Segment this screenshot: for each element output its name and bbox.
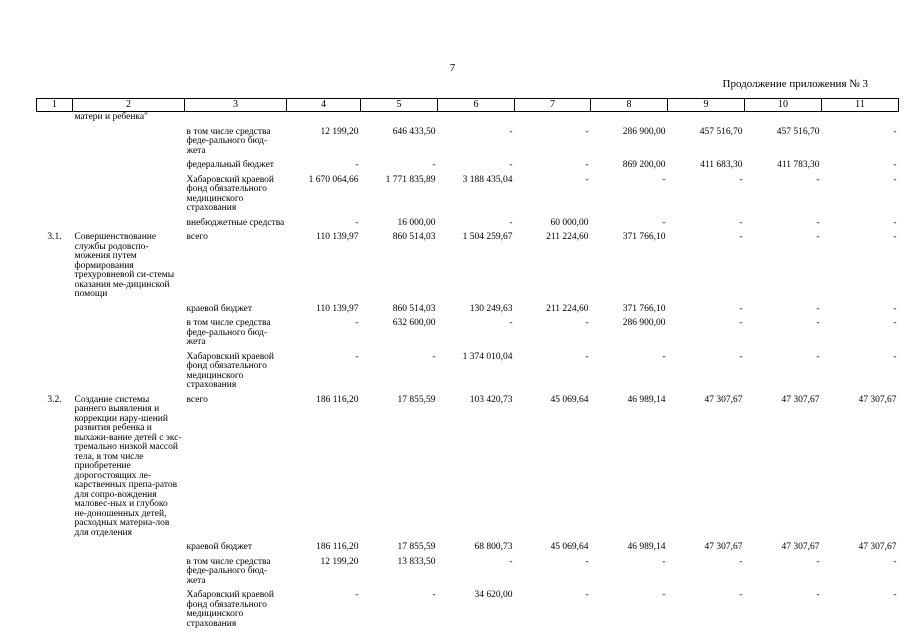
amount-cell: - bbox=[739, 590, 743, 600]
amount-cell: - bbox=[585, 318, 589, 328]
amount-cell: 45 069,64 bbox=[550, 394, 589, 405]
amount-cell: 1 771 835,89 bbox=[385, 174, 436, 185]
col-header: 1 bbox=[37, 99, 73, 112]
item-number bbox=[37, 590, 73, 633]
amount-cell: - bbox=[893, 126, 897, 137]
col-header: 5 bbox=[361, 99, 438, 112]
amount-cell: - bbox=[432, 590, 436, 600]
amount-cell bbox=[668, 112, 745, 127]
amount-cell: 47 307,67 bbox=[781, 542, 820, 552]
funding-source: в том числе средства феде-рального бюд-жета bbox=[186, 556, 271, 586]
amount-cell bbox=[287, 112, 361, 127]
amount-cell: - bbox=[509, 126, 513, 137]
amount-cell: 47 307,67 bbox=[781, 394, 820, 405]
item-number bbox=[37, 304, 73, 319]
table-row bbox=[37, 304, 899, 319]
amount-cell: - bbox=[816, 318, 820, 328]
amount-cell: - bbox=[355, 351, 359, 362]
amount-cell bbox=[515, 112, 591, 127]
amount-cell: 47 307,67 bbox=[858, 394, 897, 405]
table-row bbox=[37, 318, 899, 352]
col-header: 2 bbox=[73, 99, 185, 112]
table-row bbox=[37, 557, 899, 591]
amount-cell: 47 307,67 bbox=[704, 394, 743, 405]
funding-source: Хабаровский краевой фонд обязательного медицинского страхования bbox=[186, 174, 274, 213]
item-number bbox=[37, 557, 73, 591]
funding-source: внебюджетные средства bbox=[186, 217, 285, 228]
amount-cell: - bbox=[816, 351, 820, 362]
amount-cell: - bbox=[662, 556, 666, 567]
amount-cell: 860 514,03 bbox=[392, 232, 436, 242]
item-number bbox=[37, 218, 73, 233]
item-description bbox=[73, 542, 185, 557]
amount-cell: - bbox=[739, 303, 743, 314]
amount-cell: - bbox=[739, 217, 743, 228]
amount-cell: - bbox=[509, 217, 513, 228]
amount-cell: - bbox=[509, 160, 513, 170]
amount-cell: 110 139,97 bbox=[316, 303, 359, 314]
amount-cell: 13 833,50 bbox=[397, 556, 436, 567]
table-row bbox=[37, 127, 899, 161]
amount-cell: 186 116,20 bbox=[316, 394, 359, 405]
item-number bbox=[37, 112, 73, 127]
amount-cell: - bbox=[816, 303, 820, 314]
amount-cell: 1 374 010,04 bbox=[462, 351, 513, 362]
amount-cell: - bbox=[585, 590, 589, 600]
col-header: 8 bbox=[591, 99, 668, 112]
col-header: 3 bbox=[185, 99, 287, 112]
item-description: Совершенствование службы родовспо-можения путем формирования трехуровневой си-стемы оказания ме-дицинской помощи bbox=[74, 232, 175, 299]
item-number bbox=[37, 542, 73, 557]
amount-cell: - bbox=[893, 160, 897, 170]
amount-cell: - bbox=[816, 174, 820, 185]
item-description bbox=[73, 352, 185, 395]
amount-cell: 286 900,00 bbox=[622, 126, 666, 137]
item-description bbox=[73, 127, 185, 161]
table-row bbox=[37, 112, 899, 127]
item-description bbox=[73, 557, 185, 591]
budget-table bbox=[36, 98, 899, 633]
funding-source: краевой бюджет bbox=[186, 542, 253, 552]
amount-cell: - bbox=[432, 351, 436, 362]
table-row bbox=[37, 232, 899, 304]
table-row bbox=[37, 175, 899, 218]
col-header: 11 bbox=[822, 99, 899, 112]
amount-cell: 1 670 064,66 bbox=[308, 174, 359, 185]
amount-cell: - bbox=[585, 160, 589, 170]
item-number bbox=[37, 318, 73, 352]
amount-cell bbox=[361, 112, 438, 127]
table-row bbox=[37, 218, 899, 233]
amount-cell: 47 307,67 bbox=[858, 542, 897, 552]
col-header: 7 bbox=[515, 99, 591, 112]
item-description bbox=[73, 318, 185, 352]
table-row bbox=[37, 160, 899, 175]
item-number: 3.1. bbox=[47, 232, 62, 242]
amount-cell: 45 069,64 bbox=[550, 542, 589, 552]
amount-cell: - bbox=[739, 174, 743, 185]
funding-source: всего bbox=[186, 394, 208, 405]
amount-cell: 46 989,14 bbox=[627, 394, 666, 405]
page-number: 7 bbox=[449, 62, 456, 74]
amount-cell: - bbox=[355, 217, 359, 228]
amount-cell: - bbox=[893, 556, 897, 567]
amount-cell: - bbox=[585, 556, 589, 567]
amount-cell: 46 989,14 bbox=[627, 542, 666, 552]
amount-cell: 130 249,63 bbox=[469, 303, 513, 314]
item-number bbox=[37, 175, 73, 218]
amount-cell: - bbox=[893, 174, 897, 185]
amount-cell: 411 683,30 bbox=[700, 160, 743, 170]
item-description: матери и ребенка" bbox=[74, 112, 148, 122]
funding-source: краевой бюджет bbox=[186, 303, 253, 314]
table-row bbox=[37, 590, 899, 633]
item-description: Создание системы раннего выявления и коррекции нару-шений развития ребенка и выхажи-вание детей с экс-тремально низкой массой тела, в том числе приобретение дорогостоящих ле-карственных препа-ратов для сопро-вождения маловес-ных и глубоко не-доношенных детей, расходных материа-лов для отделения bbox=[74, 394, 182, 538]
amount-cell: 286 900,00 bbox=[622, 318, 666, 328]
amount-cell: 411 783,30 bbox=[777, 160, 820, 170]
amount-cell: 12 199,20 bbox=[320, 126, 359, 137]
amount-cell: - bbox=[739, 556, 743, 567]
amount-cell: - bbox=[585, 174, 589, 185]
amount-cell: 860 514,03 bbox=[392, 303, 436, 314]
amount-cell: - bbox=[816, 217, 820, 228]
amount-cell: - bbox=[893, 217, 897, 228]
amount-cell: 12 199,20 bbox=[320, 556, 359, 567]
amount-cell: 34 620,00 bbox=[474, 590, 513, 600]
amount-cell: 17 855,59 bbox=[397, 542, 436, 552]
item-description bbox=[73, 304, 185, 319]
amount-cell: 371 766,10 bbox=[622, 303, 666, 314]
amount-cell: - bbox=[893, 351, 897, 362]
funding-source: федеральный бюджет bbox=[186, 160, 274, 170]
amount-cell: - bbox=[662, 351, 666, 362]
col-header: 6 bbox=[438, 99, 515, 112]
amount-cell: - bbox=[816, 590, 820, 600]
amount-cell: - bbox=[739, 351, 743, 362]
continuation-caption: Продолжение приложения № 3 bbox=[722, 78, 868, 90]
amount-cell: 457 516,70 bbox=[776, 126, 820, 137]
amount-cell: 211 224,60 bbox=[546, 303, 589, 314]
amount-cell: 646 433,50 bbox=[392, 126, 436, 137]
amount-cell: - bbox=[662, 590, 666, 600]
amount-cell: - bbox=[893, 318, 897, 328]
item-number bbox=[37, 352, 73, 395]
amount-cell: 16 000,00 bbox=[397, 217, 436, 228]
funding-source: в том числе средства феде-рального бюд-жета bbox=[186, 318, 271, 347]
amount-cell: - bbox=[816, 232, 820, 242]
amount-cell: - bbox=[893, 232, 897, 242]
amount-cell: 68 800,73 bbox=[474, 542, 513, 552]
amount-cell bbox=[591, 112, 668, 127]
amount-cell: 371 766,10 bbox=[622, 232, 666, 242]
item-description bbox=[73, 218, 185, 233]
table-row bbox=[37, 542, 899, 557]
amount-cell: 869 200,00 bbox=[622, 160, 666, 170]
funding-source: в том числе средства феде-рального бюд-жета bbox=[186, 126, 271, 156]
amount-cell: 632 600,00 bbox=[392, 318, 436, 328]
amount-cell: - bbox=[585, 126, 589, 137]
amount-cell: - bbox=[355, 318, 359, 328]
item-description bbox=[73, 160, 185, 175]
amount-cell: 17 855,59 bbox=[397, 394, 436, 405]
amount-cell bbox=[822, 112, 899, 127]
item-number bbox=[37, 127, 73, 161]
amount-cell: 186 116,20 bbox=[316, 542, 359, 552]
amount-cell bbox=[438, 112, 515, 127]
amount-cell: 211 224,60 bbox=[546, 232, 589, 242]
amount-cell: 1 504 259,67 bbox=[462, 232, 513, 242]
col-header: 9 bbox=[668, 99, 745, 112]
amount-cell: 103 420,73 bbox=[469, 394, 513, 405]
amount-cell: - bbox=[739, 318, 743, 328]
amount-cell: - bbox=[509, 318, 513, 328]
amount-cell bbox=[745, 112, 822, 127]
table-row bbox=[37, 352, 899, 395]
amount-cell: - bbox=[893, 303, 897, 314]
item-number bbox=[37, 160, 73, 175]
item-description bbox=[73, 175, 185, 218]
header-row bbox=[37, 99, 899, 112]
amount-cell: 47 307,67 bbox=[704, 542, 743, 552]
amount-cell: 110 139,97 bbox=[316, 232, 359, 242]
amount-cell: - bbox=[739, 232, 743, 242]
item-description bbox=[73, 590, 185, 633]
funding-source bbox=[185, 112, 287, 127]
col-header: 10 bbox=[745, 99, 822, 112]
funding-source: всего bbox=[186, 232, 208, 242]
table-row bbox=[37, 395, 899, 543]
amount-cell: - bbox=[585, 351, 589, 362]
funding-source: Хабаровский краевой фонд обязательного медицинского страхования bbox=[186, 590, 274, 629]
amount-cell: 457 516,70 bbox=[699, 126, 743, 137]
col-header: 4 bbox=[287, 99, 361, 112]
amount-cell: - bbox=[662, 174, 666, 185]
amount-cell: - bbox=[662, 217, 666, 228]
amount-cell: - bbox=[816, 556, 820, 567]
amount-cell: - bbox=[509, 556, 513, 567]
amount-cell: 60 000,00 bbox=[550, 217, 589, 228]
funding-source: Хабаровский краевой фонд обязательного медицинского страхования bbox=[186, 351, 274, 390]
amount-cell: - bbox=[893, 590, 897, 600]
amount-cell: - bbox=[355, 590, 359, 600]
amount-cell: 3 188 435,04 bbox=[462, 174, 513, 185]
amount-cell: - bbox=[355, 160, 359, 170]
item-number: 3.2. bbox=[47, 394, 62, 405]
amount-cell: - bbox=[432, 160, 436, 170]
